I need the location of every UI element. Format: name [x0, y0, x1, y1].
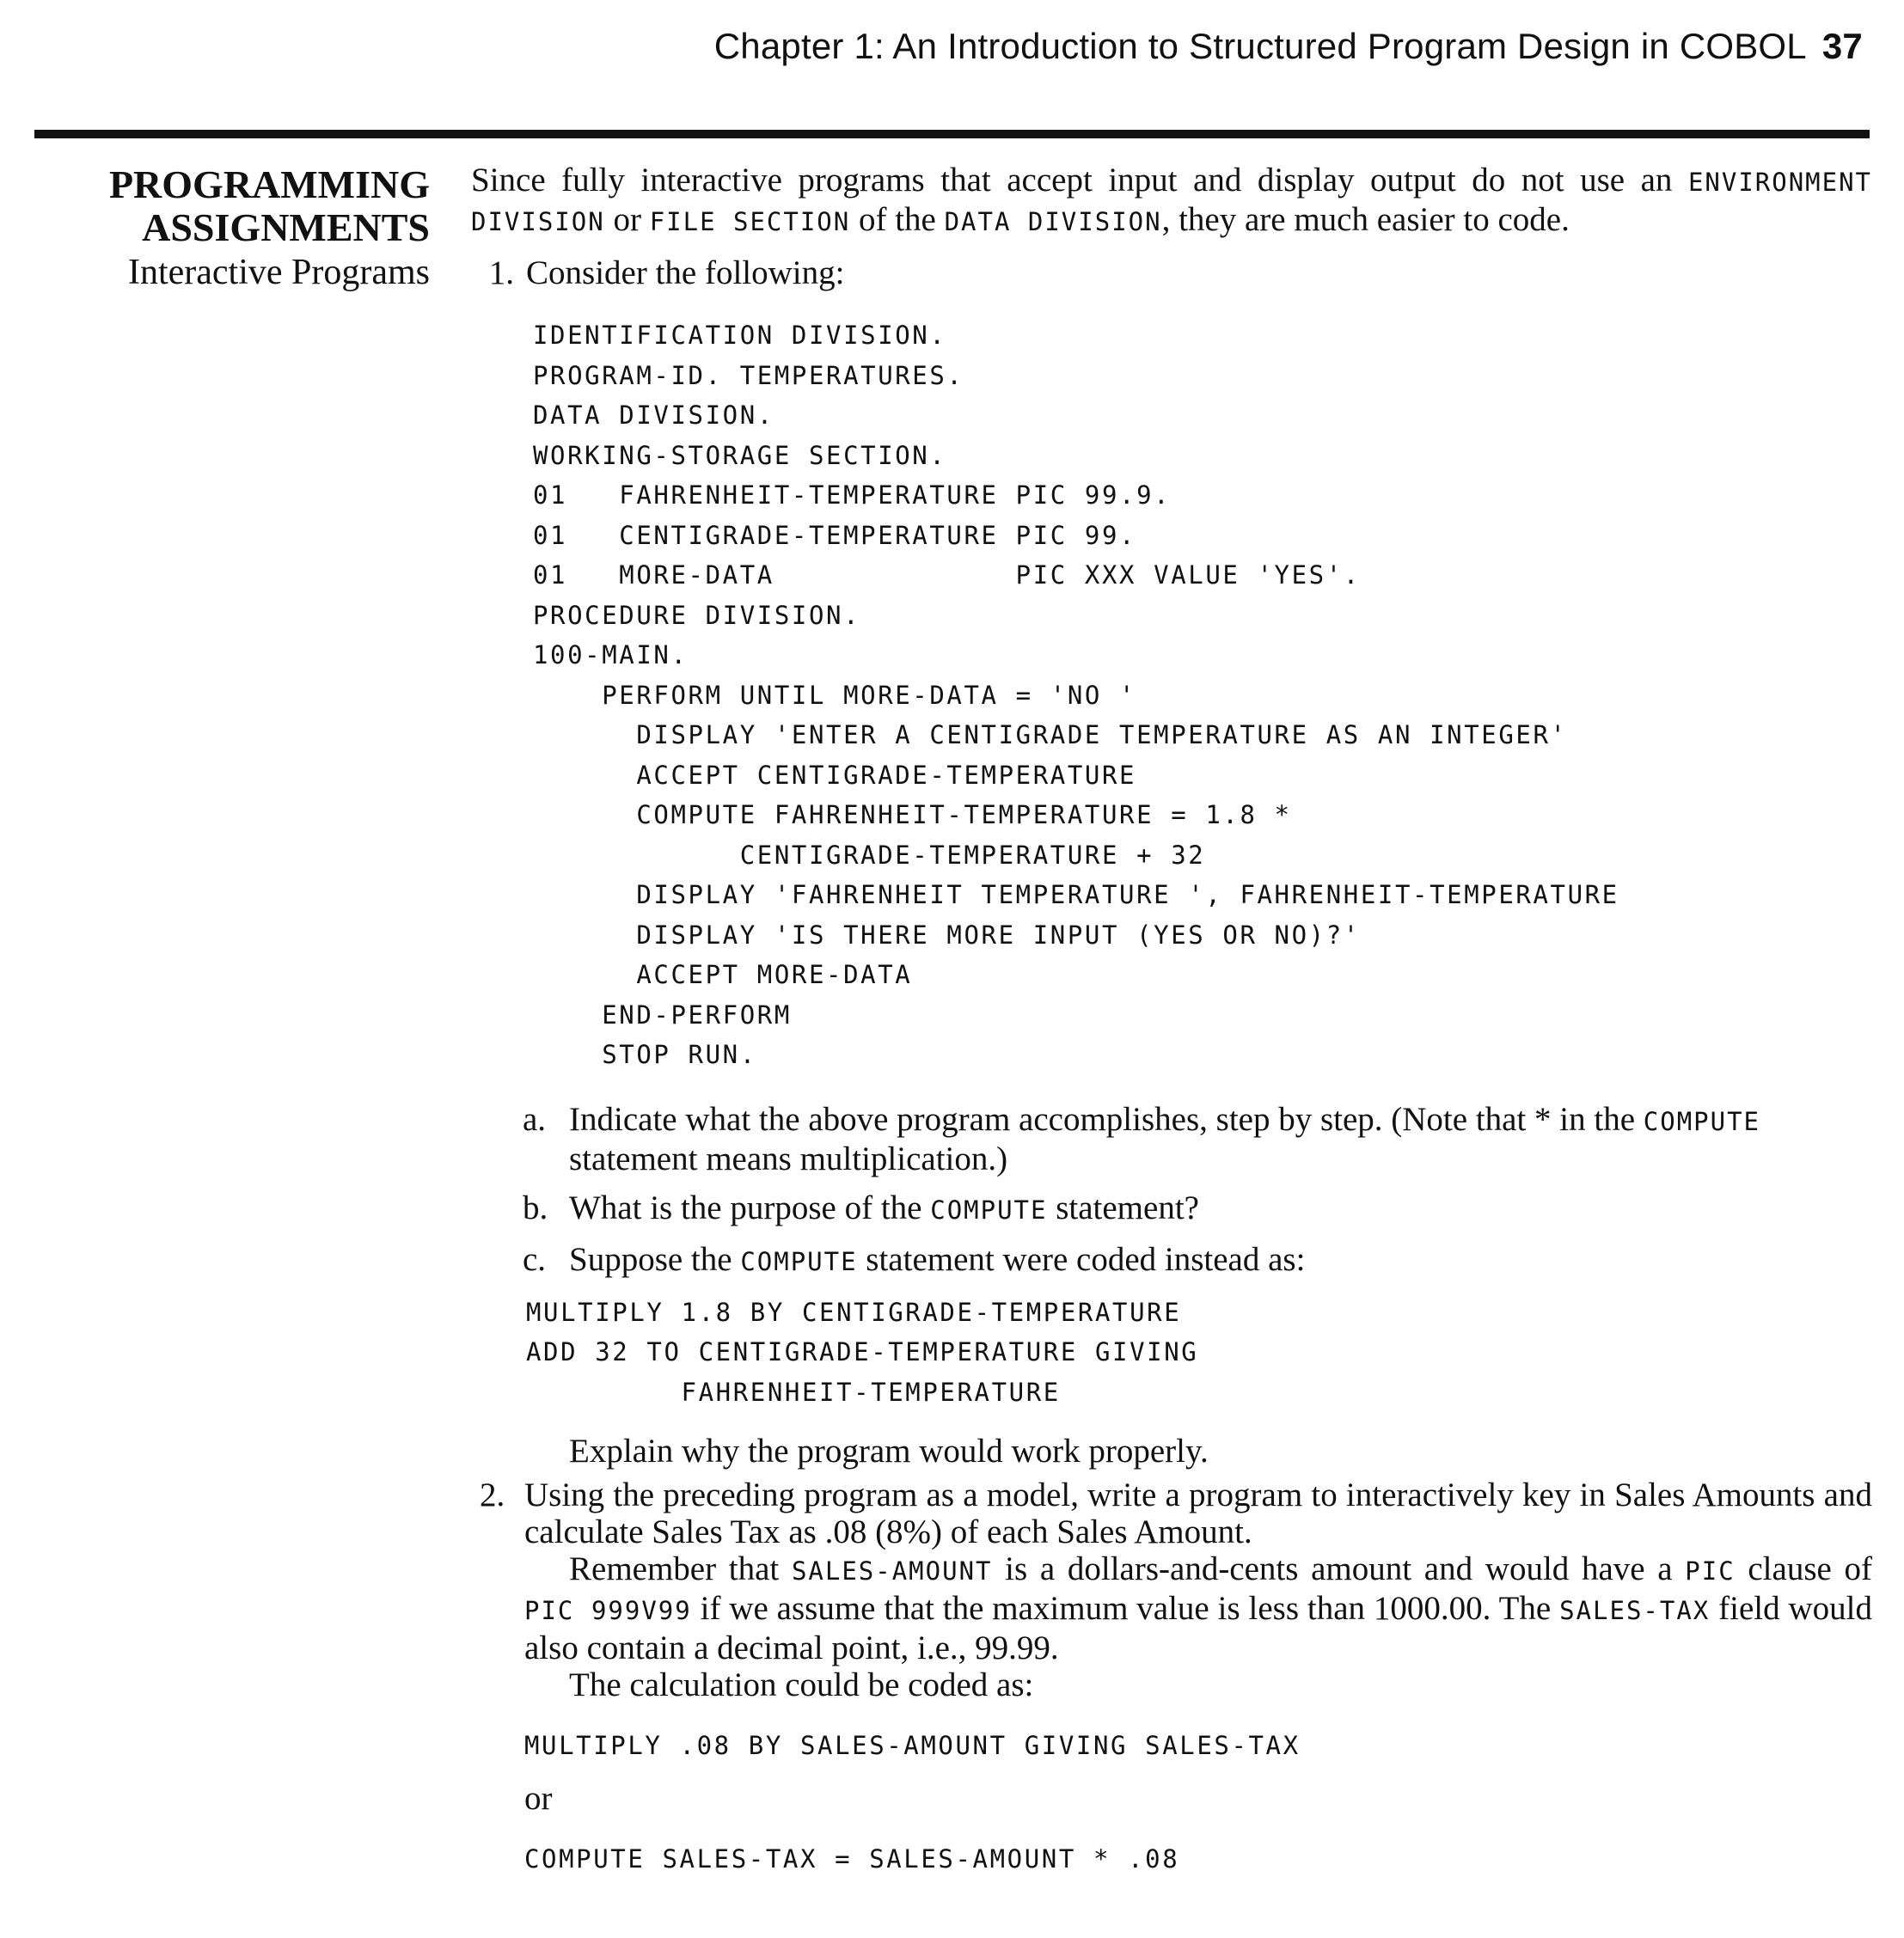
item-2-paragraph-2 — [524, 1550, 1872, 1666]
header-rule — [34, 130, 1870, 138]
explain-prompt: Explain why the program would work properly. — [569, 1433, 1209, 1470]
code-line: ACCEPT MORE-DATA — [533, 960, 913, 989]
question-label: b. — [523, 1189, 548, 1226]
code-line: DISPLAY 'IS THERE MORE INPUT (YES OR NO)?' — [533, 920, 1361, 950]
keyword-data-division: DATA DIVISION — [944, 207, 1162, 236]
item-2-body — [524, 1476, 1872, 1703]
code-line: DISPLAY 'ENTER A CENTIGRADE TEMPERATURE AS AN INTEGER' — [533, 720, 1568, 749]
code-line: MULTIPLY 1.8 BY CENTIGRADE-TEMPERATURE — [526, 1297, 1182, 1327]
keyword-compute: COMPUTE — [1643, 1106, 1761, 1136]
question-label: a. — [523, 1100, 547, 1138]
item-text: Consider the following: — [526, 254, 845, 291]
paragraph-text: if we assume that the maximum value is less than 1000.00. The — [691, 1590, 1560, 1627]
code-line: IDENTIFICATION DIVISION. — [533, 321, 947, 350]
code-line: 01 FAHRENHEIT-TEMPERATURE PIC 99.9. — [533, 480, 1172, 510]
intro-paragraph — [471, 162, 1872, 241]
intro-text: Since fully interactive programs that accept input and display output do not use an — [471, 162, 1688, 199]
keyword-sales-amount: SALES-AMOUNT — [791, 1556, 993, 1586]
paragraph-text: is a dollars-and-cents amount and would have a — [992, 1550, 1686, 1587]
code-line: 100-MAIN. — [533, 640, 689, 669]
code-line: END-PERFORM — [533, 1000, 792, 1030]
code-line: PROGRAM-ID. TEMPERATURES. — [533, 360, 964, 390]
section-subheading: Interactive Programs — [127, 253, 430, 292]
item-2-paragraph-1: Using the preceding program as a model, write a program to interactively key in Sales Amounts and calculate Sales Tax as .08 (8%) of each Sales Amount. — [524, 1476, 1872, 1550]
keyword-pic-999v99: PIC 999V99 — [524, 1596, 692, 1625]
item-number: 2. — [480, 1476, 505, 1513]
or-connector: or — [524, 1779, 553, 1817]
code-line: ADD 32 TO CENTIGRADE-TEMPERATURE GIVING — [526, 1337, 1199, 1366]
code-listing-multiply — [526, 1293, 1872, 1413]
keyword-file-section: FILE SECTION — [649, 207, 851, 236]
intro-text: , they are much easier to code. — [1161, 201, 1570, 238]
keyword-compute: COMPUTE — [930, 1195, 1048, 1225]
code-line: FAHRENHEIT-TEMPERATURE — [526, 1377, 1061, 1407]
item-number: 1. — [488, 254, 514, 291]
code-line: WORKING-STORAGE SECTION. — [533, 440, 947, 470]
keyword-pic: PIC — [1685, 1556, 1736, 1586]
question-text-part: statement were coded instead as: — [857, 1240, 1306, 1278]
sidebar-heading — [34, 163, 430, 294]
paragraph-text: Remember that — [569, 1550, 792, 1587]
question-text-part: Suppose the — [569, 1240, 741, 1278]
main-content — [471, 162, 1872, 1879]
code-line: DATA DIVISION. — [533, 400, 774, 430]
item-2 — [480, 1476, 1872, 1703]
keyword-environment-division: ENVIRONMENT DIVISION — [471, 168, 1872, 236]
keyword-sales-tax: SALES-TAX — [1559, 1596, 1711, 1625]
code-line: STOP RUN. — [533, 1040, 757, 1069]
question-text — [569, 1101, 1872, 1177]
question-text — [569, 1189, 1872, 1229]
paragraph-text: field would also contain a decimal point, i.e., 99.99. — [524, 1590, 1872, 1666]
keyword-compute: COMPUTE — [740, 1246, 858, 1276]
question-text-part: statement? — [1047, 1189, 1199, 1226]
question-b — [523, 1189, 1872, 1229]
question-text-part: Indicate what the above program accomplishes, step by step. (Note that * in the — [569, 1100, 1644, 1138]
section-heading-line1: PROGRAMMING — [108, 162, 430, 206]
section-heading-line2: ASSIGNMENTS — [142, 205, 430, 249]
intro-text: or — [604, 201, 650, 238]
code-line: 01 CENTIGRADE-TEMPERATURE PIC 99. — [533, 520, 1137, 550]
question-text — [569, 1241, 1872, 1281]
code-multiply-sales-tax: MULTIPLY .08 BY SALES-AMOUNT GIVING SALES-TAX — [524, 1731, 1301, 1760]
code-line: PROCEDURE DIVISION. — [533, 600, 861, 630]
item-2-paragraph-3: The calculation could be coded as: — [569, 1666, 1034, 1703]
code-listing-temperatures — [533, 315, 1872, 1075]
item-1 — [471, 254, 1872, 291]
chapter-title: Chapter 1: An Introduction to Structured Program Design in COBOL — [713, 26, 1807, 66]
question-label: c. — [523, 1240, 547, 1278]
question-text-part: statement means multiplication.) — [569, 1140, 1008, 1177]
question-list — [523, 1101, 1872, 1281]
question-c — [523, 1241, 1872, 1281]
question-a — [523, 1101, 1872, 1177]
running-header — [714, 26, 1863, 67]
code-line: CENTIGRADE-TEMPERATURE + 32 — [533, 840, 1206, 870]
code-line: COMPUTE FAHRENHEIT-TEMPERATURE = 1.8 * — [533, 800, 1292, 829]
page-number: 37 — [1821, 26, 1863, 66]
code-line: ACCEPT CENTIGRADE-TEMPERATURE — [533, 760, 1137, 790]
code-line: 01 MORE-DATA PIC XXX VALUE 'YES'. — [533, 560, 1361, 590]
code-line: PERFORM UNTIL MORE-DATA = 'NO ' — [533, 680, 1137, 710]
question-text-part: What is the purpose of the — [569, 1189, 931, 1226]
paragraph-text: clause of — [1735, 1550, 1872, 1587]
code-line: DISPLAY 'FAHRENHEIT TEMPERATURE ', FAHRENHEIT-TEMPERATURE — [533, 880, 1619, 909]
intro-text: of the — [850, 201, 945, 238]
code-compute-sales-tax: COMPUTE SALES-TAX = SALES-AMOUNT * .08 — [524, 1843, 1180, 1874]
